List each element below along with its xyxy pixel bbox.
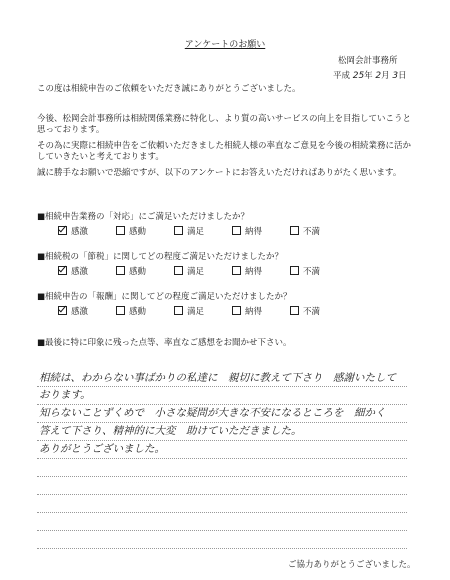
- survey-title: アンケートのお願い: [184, 40, 266, 50]
- q2-option-5[interactable]: [290, 266, 348, 278]
- q1-option-3[interactable]: [174, 226, 232, 238]
- question-1: ■相続申告業務の「対応」にご満足いただけましたか？: [37, 212, 250, 222]
- q3-option-5-label: 不満: [303, 307, 321, 317]
- q1-option-5-label: 不満: [303, 227, 321, 237]
- checkbox-icon[interactable]: [174, 266, 183, 275]
- q2-option-2[interactable]: [116, 266, 174, 278]
- q3-option-1[interactable]: [58, 306, 116, 318]
- ruled-line: [37, 476, 407, 477]
- q1-option-1[interactable]: [58, 226, 116, 238]
- q2-option-3[interactable]: [174, 266, 232, 278]
- checkbox-icon[interactable]: [116, 266, 125, 275]
- intro-paragraph-1: この度は相続申告のご依頼をいただき誠にありがとうございました。: [37, 84, 301, 94]
- intro-paragraph-2: 今後、松岡会計事務所は相続関係業務に特化し、より質の高いサービスの向上を目指していこうと思っております。: [37, 114, 412, 136]
- ruled-line: [37, 404, 407, 405]
- ruled-line: [37, 512, 407, 513]
- comment-answer-area[interactable]: [37, 368, 407, 553]
- question-3: ■相続申告の「報酬」に関してどの程度ご満足いただけましたか？: [37, 292, 292, 302]
- answer-line-4: 答えて下さり、精神的に大変 助けていただきました。: [39, 425, 302, 437]
- final-question: ■最後に特に印象に残った点等、率直なご感想をお聞かせ下さい。: [37, 338, 292, 348]
- checkbox-icon[interactable]: [174, 306, 183, 315]
- checkbox-icon[interactable]: [290, 226, 299, 235]
- checkbox-icon[interactable]: [232, 226, 241, 235]
- checkbox-checked-icon[interactable]: [58, 226, 67, 235]
- question-1-options: [58, 226, 348, 238]
- date-era: 平成: [333, 71, 351, 81]
- response-date: [333, 70, 407, 82]
- checkbox-icon[interactable]: [232, 266, 241, 275]
- q2-option-3-label: 満足: [187, 267, 205, 277]
- q3-option-5[interactable]: [290, 306, 348, 318]
- checkbox-checked-icon[interactable]: [58, 306, 67, 315]
- date-year[interactable]: 25: [352, 71, 365, 81]
- answer-line-5: ありがとうございました。: [39, 443, 165, 455]
- question-2-options: [58, 266, 348, 278]
- answer-line-3: 知らないことずくめで 小さな疑問が大きな不安になるところを 細かく: [39, 407, 386, 419]
- checkbox-icon[interactable]: [116, 226, 125, 235]
- q2-option-4[interactable]: [232, 266, 290, 278]
- q3-option-2-label: 感動: [129, 307, 147, 317]
- checkbox-checked-icon[interactable]: [58, 266, 67, 275]
- q1-option-4-label: 納得: [245, 227, 263, 237]
- ruled-line: [37, 386, 407, 387]
- date-month-label: 月: [381, 71, 390, 81]
- q3-option-1-label: 感激: [71, 307, 89, 317]
- checkbox-icon[interactable]: [290, 306, 299, 315]
- ruled-line: [37, 422, 407, 423]
- intro-paragraph-4: 誠に勝手なお願いで恐縮ですが、以下のアンケートにお答えいただければありがたく思います。: [37, 168, 402, 178]
- q3-option-4[interactable]: [232, 306, 290, 318]
- ruled-line: [37, 440, 407, 441]
- q1-option-5[interactable]: [290, 226, 348, 238]
- office-name: 松岡会計事務所: [338, 56, 398, 66]
- q1-option-4[interactable]: [232, 226, 290, 238]
- ruled-line: [37, 530, 407, 531]
- q3-option-2[interactable]: [116, 306, 174, 318]
- q1-option-2-label: 感動: [129, 227, 147, 237]
- question-2: ■相続税の「節税」に関してどの程度ご満足いただけましたか？: [37, 252, 284, 262]
- ruled-line: [37, 548, 407, 549]
- checkbox-icon[interactable]: [232, 306, 241, 315]
- date-day-label: 日: [398, 71, 407, 81]
- q2-option-4-label: 納得: [245, 267, 263, 277]
- q2-option-2-label: 感動: [129, 267, 147, 277]
- intro-paragraph-3: その為に実際に相続申告をご依頼いただきました相続人様の率直なご意見を今後の相続業務に活かしていきたいと考えております。: [37, 141, 412, 163]
- ruled-line: [37, 494, 407, 495]
- q2-option-1[interactable]: [58, 266, 116, 278]
- q1-option-1-label: 感激: [71, 227, 89, 237]
- answer-line-1: 相続は、わからない事ばかりの私達に 親切に教えて下さり 感謝いたして: [39, 372, 396, 384]
- q3-option-3-label: 満足: [187, 307, 205, 317]
- q3-option-3[interactable]: [174, 306, 232, 318]
- checkbox-icon[interactable]: [116, 306, 125, 315]
- date-month[interactable]: 2: [375, 71, 382, 81]
- checkbox-icon[interactable]: [290, 266, 299, 275]
- answer-line-2: おります。: [39, 389, 91, 401]
- date-year-label: 年: [364, 71, 373, 81]
- q1-option-2[interactable]: [116, 226, 174, 238]
- closing-thanks: ご協力ありがとうございました。: [288, 560, 416, 570]
- checkbox-icon[interactable]: [174, 226, 183, 235]
- q2-option-1-label: 感激: [71, 267, 89, 277]
- q1-option-3-label: 満足: [187, 227, 205, 237]
- ruled-line: [37, 458, 407, 459]
- question-3-options: [58, 306, 348, 318]
- q2-option-5-label: 不満: [303, 267, 321, 277]
- q3-option-4-label: 納得: [245, 307, 263, 317]
- date-day[interactable]: 3: [392, 71, 399, 81]
